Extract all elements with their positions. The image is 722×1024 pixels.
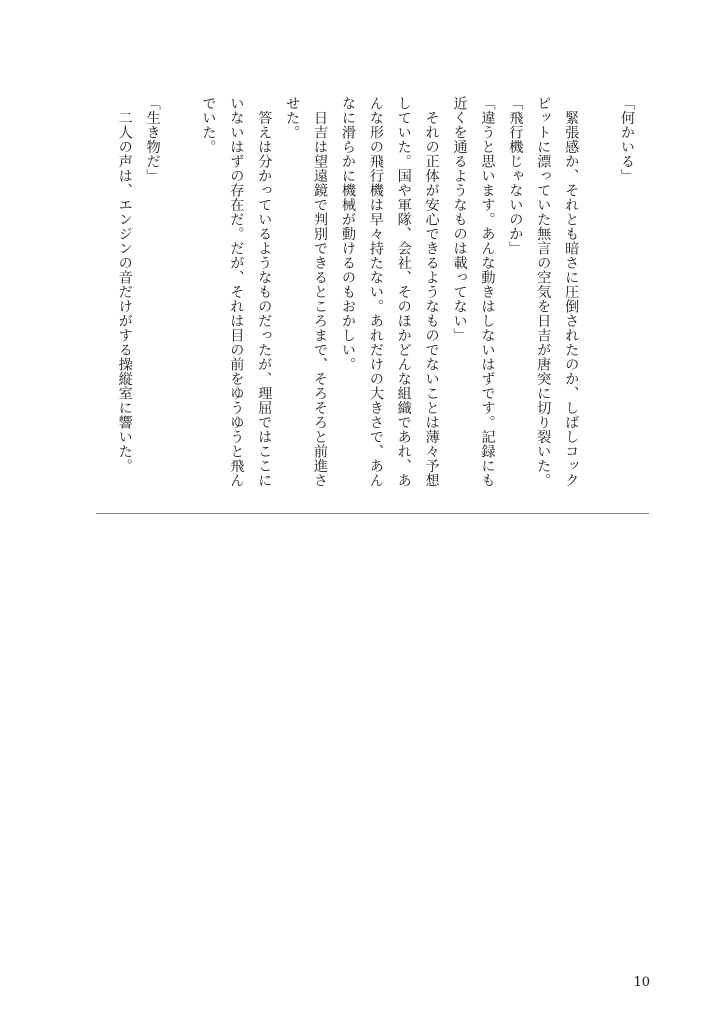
text-line — [166, 96, 194, 501]
text-line: ピットに漂っていた無言の空気を日吉が唐突に切り裂いた。 — [535, 96, 552, 488]
text-line: 緊張感か、それとも暗さに圧倒されたのか、しばしコック — [563, 96, 580, 488]
text-line: 「何かいる」 — [619, 96, 635, 183]
vertical-text-body — [110, 96, 640, 501]
text-line: 「違うと思います。あんな動きはしないはずです。記録にも — [479, 96, 496, 488]
page-number: 10 — [633, 975, 650, 990]
text-line: 近くを通るようなものは載ってない」 — [451, 96, 468, 343]
text-line: 答えは分かっているようなものだったが、理屈ではここに — [256, 96, 273, 488]
text-line: していた。国や軍隊、会社、そのほかどんな組織であれ、あ — [395, 96, 412, 488]
text-line: 「生き物だ」 — [144, 96, 161, 183]
text-line: それの正体が安心できるようなものでないことは薄々予想 — [423, 96, 440, 488]
text-line: なに滑らかに機械が動けるのもおかしい。 — [339, 96, 356, 372]
horizontal-divider — [96, 513, 649, 514]
text-line — [584, 96, 612, 501]
text-line: 日吉は望遠鏡で判別できるところまで、そろそろと前進さ — [312, 96, 329, 488]
text-line: 「飛行機じゃないのか」 — [507, 96, 524, 256]
text-line: んな形の飛行機は早々持たない。あれだけの大きさで、あん — [367, 96, 384, 488]
text-line: 二人の声は、エンジンの音だけがする操縦室に響いた。 — [116, 96, 133, 473]
text-line: せた。 — [284, 96, 301, 140]
text-line: でいた。 — [200, 96, 217, 154]
text-line: いないはずの存在だ。だが、それは目の前をゆうゆうと飛ん — [228, 96, 245, 488]
